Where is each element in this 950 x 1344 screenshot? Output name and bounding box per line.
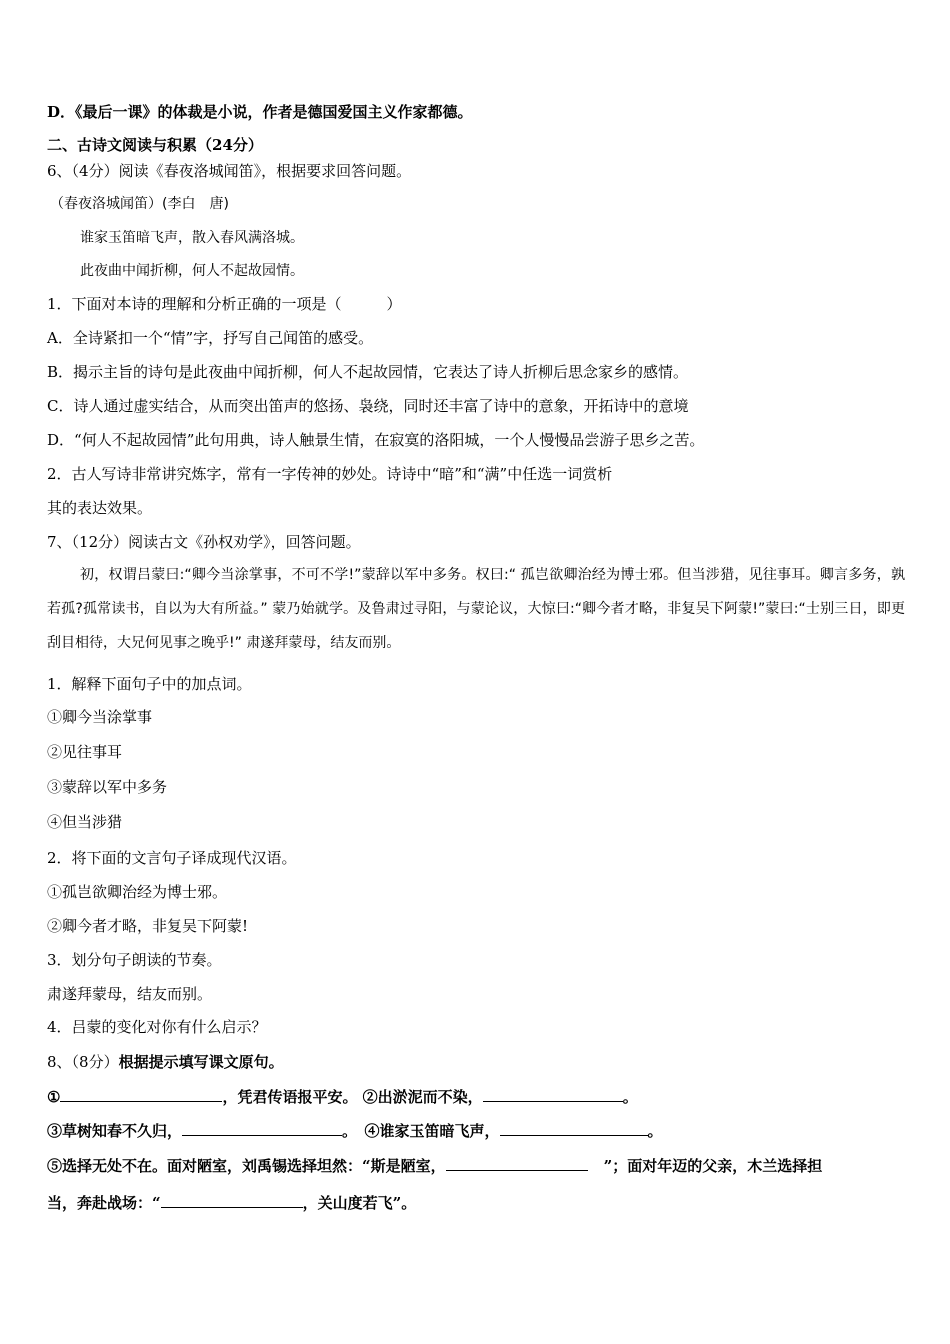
fill-1-prefix: ① — [47, 1088, 61, 1106]
translate-item-1: ①孤岂欲卿治经为博士邪。 — [47, 883, 228, 901]
question-7-1: 1．解释下面句子中的加点词。 — [47, 675, 252, 693]
option-d2: D．“何人不起故园情”此句用典，诗人触景生情，在寂寞的洛阳城，一个人慢慢品尝游子思乡之苦。 — [47, 431, 705, 449]
word-item-3: ③蒙辞以军中多务 — [47, 778, 168, 796]
fill-3-end: ”；面对年迈的父亲，木兰选择担 — [603, 1157, 823, 1175]
fill-4-end: ，关山度若飞”。 — [302, 1194, 417, 1212]
fill-1-end: 。 — [622, 1088, 638, 1106]
question-7-4: 4．吕蒙的变化对你有什么启示？ — [47, 1018, 267, 1036]
question-6-1: 1．下面对本诗的理解和分析正确的一项是（ ） — [47, 295, 402, 313]
option-a: A．全诗紧扣一个“情”字，抒写自己闻笛的感受。 — [47, 329, 374, 347]
question-7-2: 2．将下面的文言句子译成现代汉语。 — [47, 849, 297, 867]
fill-2-prefix: ③草树知春不久归， — [47, 1122, 183, 1140]
word-item-4: ④但当涉猎 — [47, 813, 123, 831]
question-7-3: 3．划分句子朗读的节奏。 — [47, 951, 222, 969]
fill-4-prefix: 当，奔赴战场：“ — [47, 1194, 161, 1212]
blank-4[interactable] — [500, 1119, 648, 1136]
fill-line-4 — [47, 1191, 416, 1213]
fill-2-middle: 。 ④谁家玉笛暗飞声， — [342, 1122, 500, 1140]
question-6-intro: 6、（4分）阅读《春夜洛城闻笛》，根据要求回答问题。 — [47, 162, 412, 180]
question-6-2: 2．古人写诗非常讲究炼字，常有一字传神的妙处。诗诗中“暗”和“满”中任选一词赏析 — [47, 465, 613, 483]
question-8-number: 8、（8分） — [47, 1053, 119, 1071]
question-6-2-cont: 其的表达效果。 — [47, 499, 153, 517]
question-8-intro — [47, 1052, 284, 1072]
poem-title: （春夜洛城闻笛）(李白 唐) — [50, 196, 229, 212]
fill-line-3 — [47, 1154, 822, 1176]
blank-6[interactable] — [161, 1191, 303, 1208]
section-heading: 二、古诗文阅读与积累（24分） — [47, 136, 263, 154]
fill-line-2 — [47, 1119, 663, 1141]
blank-3[interactable] — [182, 1119, 342, 1136]
word-item-1: ①卿今当涂掌事 — [47, 708, 153, 726]
classical-passage: 初，权谓吕蒙曰:“卿今当涂掌事，不可不学!”蒙辞以军中多务。权曰:“ 孤岂欲卿治经为博士邪。但当涉猎，见往事耳。卿言多务，孰若孤?孤常读书，自以为大有所益。” 蒙乃始就学。及鲁肃过寻阳，与蒙论议，大惊曰:“卿今者才略，非复吴下阿蒙!”蒙曰:“士别三日，即更刮目相待，大兄何见事之晚乎!” 肃遂拜蒙母，结友而别。 — [47, 567, 905, 651]
rhythm-sentence: 肃遂拜蒙母，结友而别。 — [47, 985, 213, 1003]
poem-line-2: 此夜曲中闻折柳，何人不起故园情。 — [80, 263, 304, 279]
translate-item-2: ②卿今者才略，非复吴下阿蒙! — [47, 917, 249, 935]
blank-2[interactable] — [483, 1085, 623, 1102]
option-b: B．揭示主旨的诗句是此夜曲中闻折柳，何人不起故园情，它表达了诗人折柳后思念家乡的感情。 — [47, 363, 689, 381]
option-c: C．诗人通过虚实结合，从而突出笛声的悠扬、袅绕，同时还丰富了诗中的意象，开拓诗中的意境 — [47, 397, 689, 415]
blank-1[interactable] — [60, 1085, 222, 1102]
fill-2-end: 。 — [647, 1122, 663, 1140]
fill-line-1 — [47, 1085, 638, 1107]
option-d: D．《最后一课》的体裁是小说，作者是德国爱国主义作家都德。 — [47, 103, 473, 121]
poem-line-1: 谁家玉笛暗飞声，散入春风满洛城。 — [80, 230, 304, 246]
question-7-intro: 7、（12分）阅读古文《孙权劝学》，回答问题。 — [47, 533, 361, 551]
blank-5[interactable] — [446, 1154, 588, 1171]
word-item-2: ②见往事耳 — [47, 743, 123, 761]
fill-3-prefix: ⑤选择无处不在。面对陋室，刘禹锡选择坦然：“斯是陋室， — [47, 1157, 446, 1175]
fill-1-middle: ，凭君传语报平安。 ②出淤泥而不染， — [222, 1088, 483, 1106]
question-8-text: 根据提示填写课文原句。 — [118, 1053, 284, 1071]
